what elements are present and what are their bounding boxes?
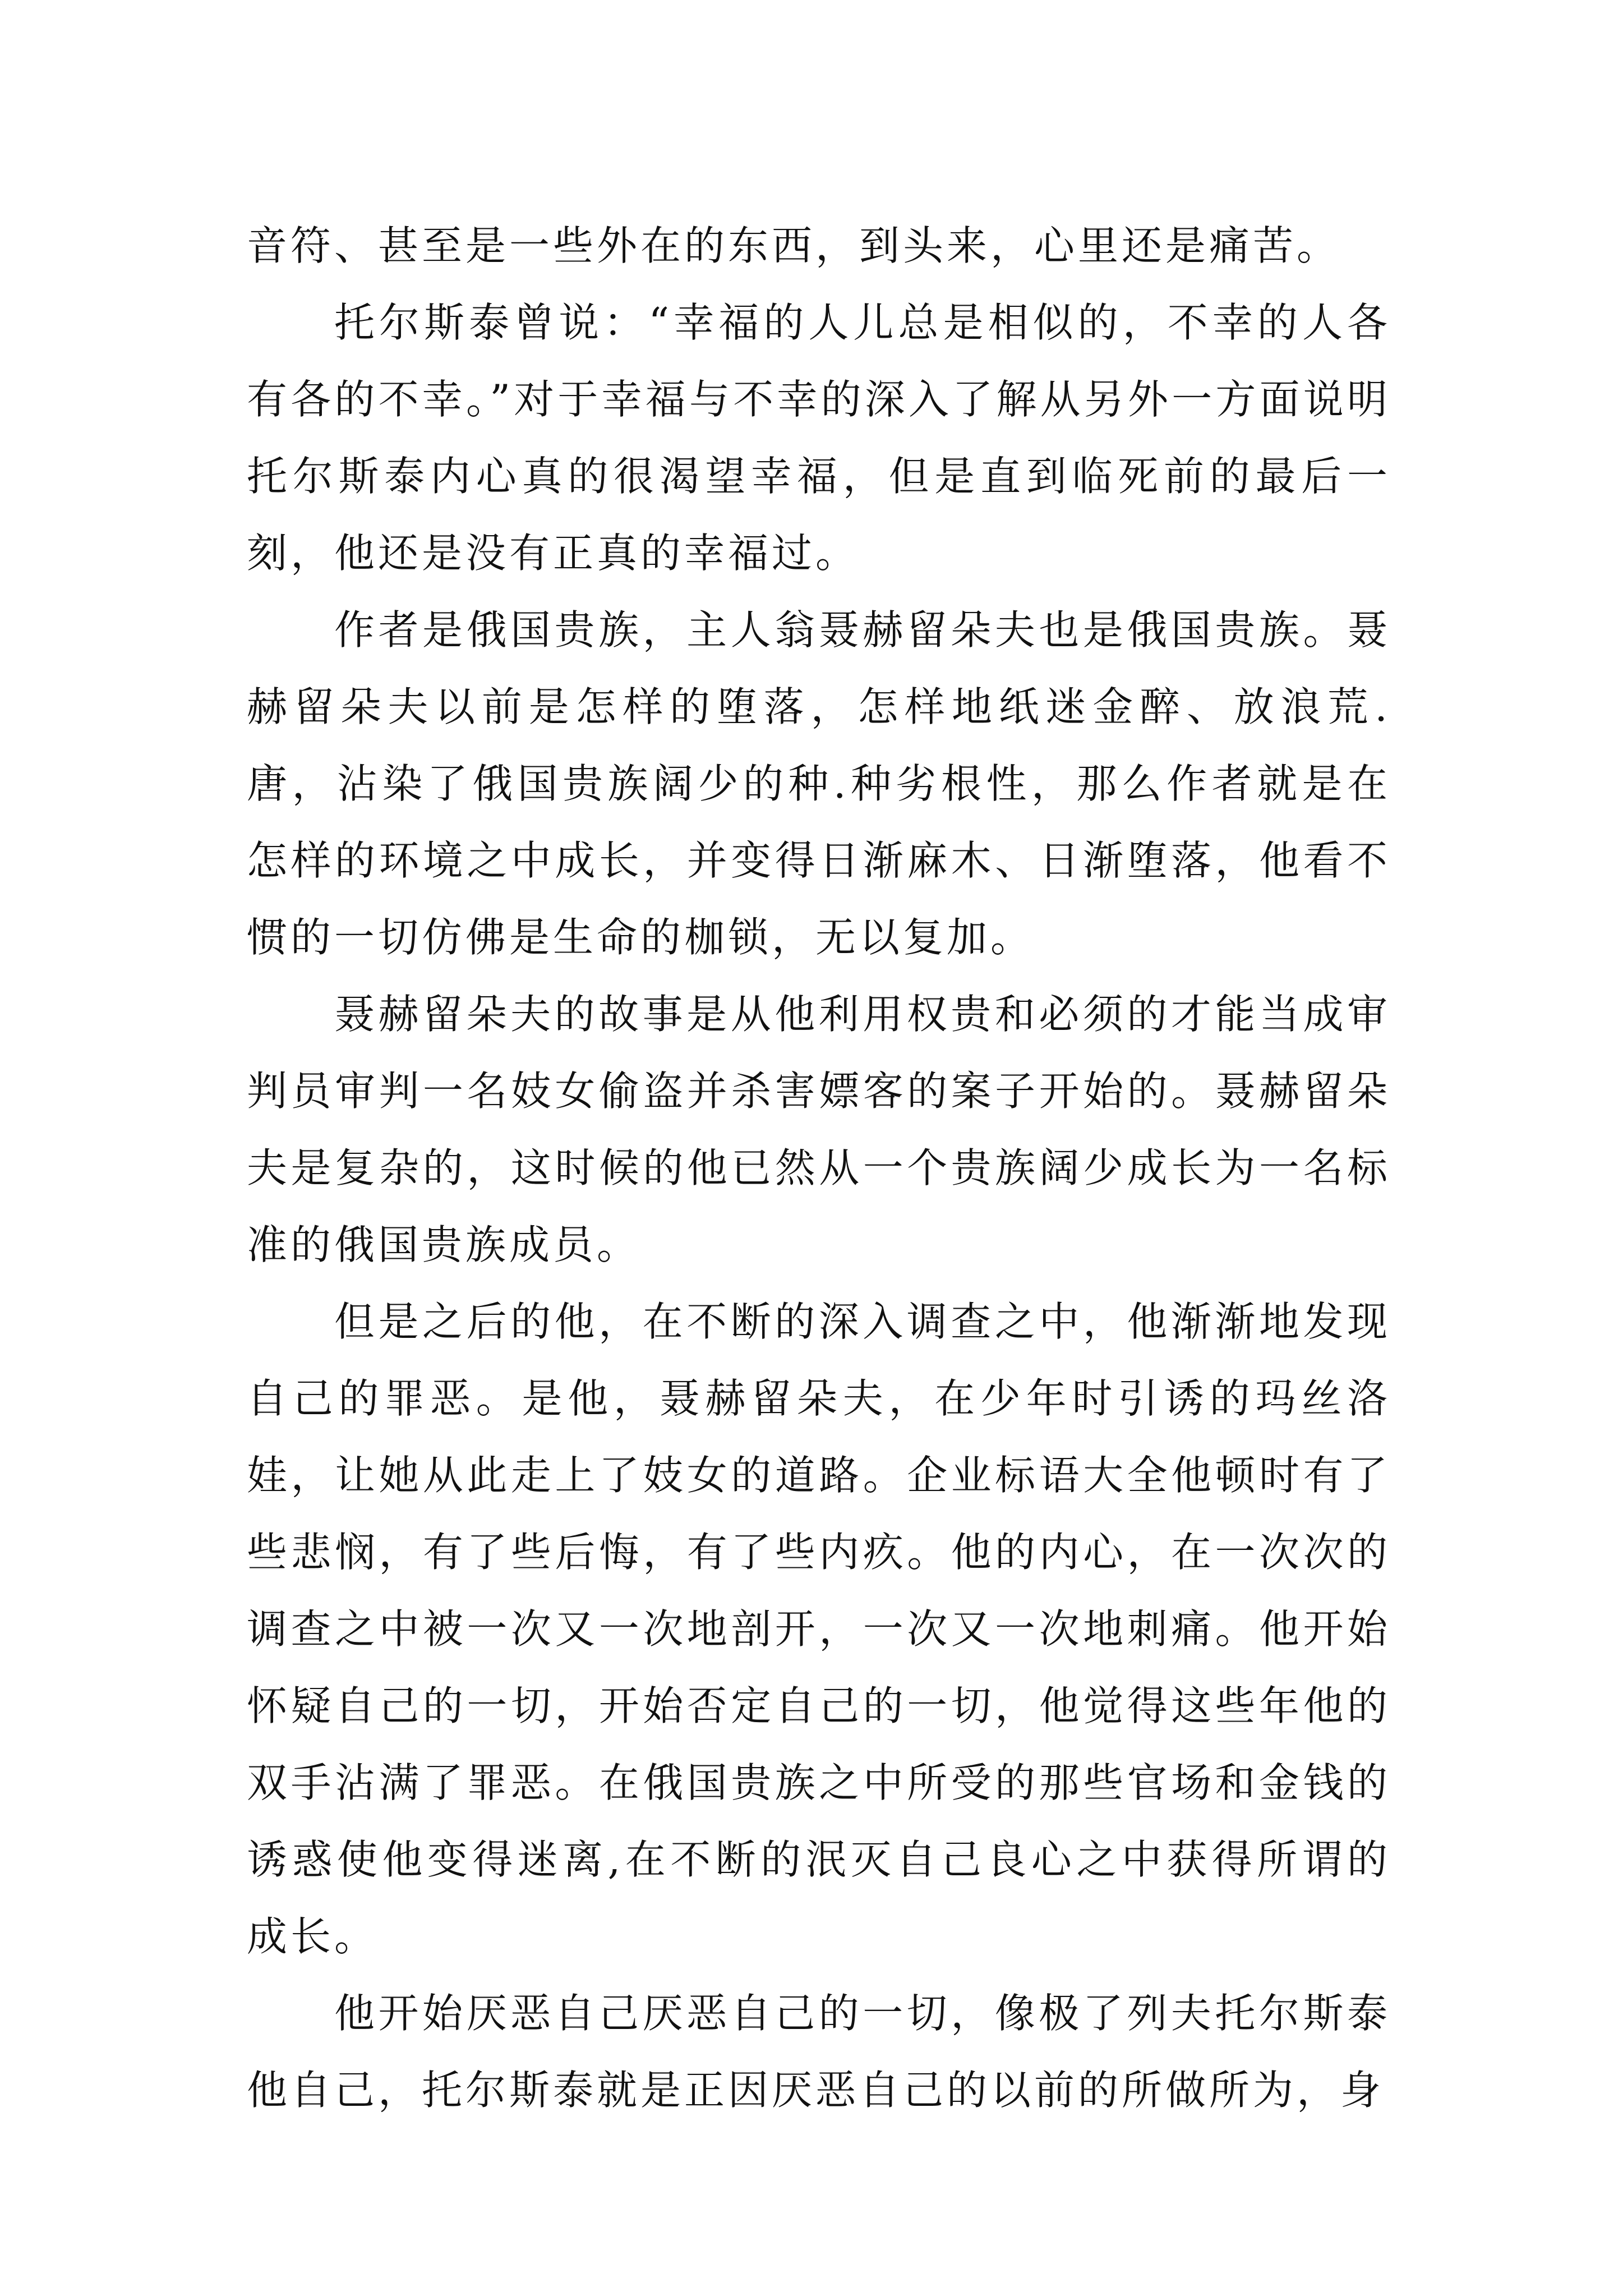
paragraph: 聂赫留朵夫的故事是从他利用权贵和必须的才能当成审判员审判一名妓女偷盗并杀害嫖客的案子开始的。聂赫留朵夫是复杂的，这时候的他已然从一个贵族阔少成长为一名标准的俄国贵族成员。 bbox=[247, 991, 1391, 1268]
paragraph: 音符、甚至是一些外在的东西，到头来，心里还是痛苦。 bbox=[247, 222, 1341, 269]
body-text bbox=[247, 208, 1391, 2129]
paragraph: 但是之后的他，在不断的深入调查之中，他渐渐地发现自己的罪恶。是他，聂赫留朵夫，在少年时引诱的玛丝洛娃，让她从此走上了妓女的道路。企业标语大全他顿时有了些悲悯，有了些后悔，有了些内疚。他的内心，在一次次的调查之中被一次又一次地剖开，一次又一次地刺痛。他开始怀疑自己的一切，开始否定自己的一切，他觉得这些年他的双手沾满了罪恶。在俄国贵族之中所受的那些官场和金钱的诱惑使他变得迷离,在不断的泯灭自己良心之中获得所谓的成长。 bbox=[247, 1298, 1391, 1960]
paragraph: 他开始厌恶自己厌恶自己的一切，像极了列夫托尔斯泰他自己，托尔斯泰就是正因厌恶自己的以前的所做所为，身 bbox=[247, 1990, 1391, 2114]
paragraph: 作者是俄国贵族，主人翁聂赫留朵夫也是俄国贵族。聂赫留朵夫以前是怎样的堕落，怎样地纸迷金醉、放浪荒.唐，沾染了俄国贵族阔少的种.种劣根性，那么作者就是在怎样的环境之中成长，并变得日渐麻木、日渐堕落，他看不惯的一切仿佛是生命的枷锁，无以复加。 bbox=[247, 606, 1391, 961]
paragraph: 托尔斯泰曾说：“幸福的人儿总是相似的，不幸的人各有各的不幸。”对于幸福与不幸的深入了解从另外一方面说明托尔斯泰内心真的很渴望幸福，但是直到临死前的最后一刻，他还是没有正真的幸福过。 bbox=[247, 299, 1391, 577]
